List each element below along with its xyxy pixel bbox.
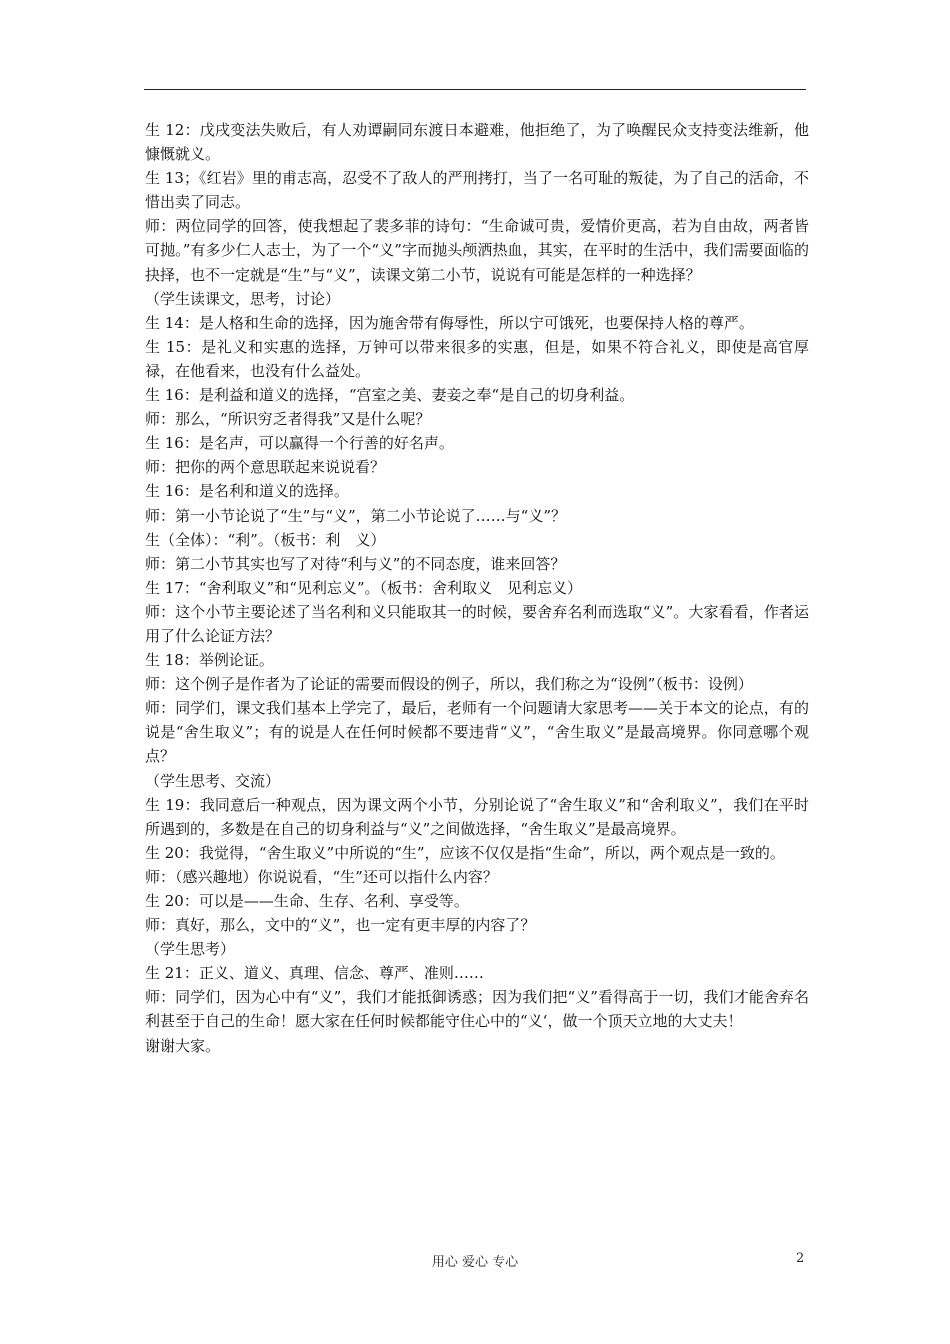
footer-motto: 用心 爱心 专心 — [431, 1255, 519, 1270]
paragraph: 师：真好，那么，文中的“义”，也一定有更丰厚的内容了？ — [145, 916, 536, 935]
paragraph: 生 13；《红岩》里的甫志高，忍受不了敌人的严刑拷打，当了一名可耻的叛徒，为了自己的活命，不惜出卖了同志。 — [145, 169, 809, 212]
paragraph: 生 18：举例论证。 — [145, 651, 274, 670]
paragraph: 师：同学们，因为心中有“义”，我们才能抵御诱惑；因为我们把“义”看得高于一切，我们才能舍弃名利甚至于自己的生命！愿大家在任何时候都能守住心中的“义‘，做一个顶天立地的大丈夫！ — [145, 988, 809, 1031]
paragraph: 生 15：是礼义和实惠的选择，万钟可以带来很多的实惠，但是，如果不符合礼义，即使是高官厚禄，在他看来，也没有什么益处。 — [145, 337, 809, 380]
paragraph: 师：第二小节其实也写了对待“利与义”的不同态度，谁来回答？ — [145, 554, 566, 573]
paragraph: 师：两位同学的回答，使我想起了裴多菲的诗句：“生命诚可贵，爱情价更高，若为自由故，两者皆可抛。”有多少仁人志士，为了一个“义”字而抛头颅洒热血，其实，在平时的生活中，我们需要面临的抉择，也不一定就是“生”与“义”，读课文第二小节，说说有可能是怎样的一种选择？ — [145, 217, 809, 284]
header-rule — [144, 89, 806, 90]
paragraph: 生（全体）：“利”。（板书：利 义） — [145, 530, 386, 549]
lesson-transcript — [145, 118, 809, 1058]
paragraph: 师：这个例子是作者为了论证的需要而假设的例子，所以，我们称之为“设例”（板书：设例） — [145, 675, 753, 694]
paragraph: 师：（感兴趣地）你说说看，“生”还可以指什么内容？ — [145, 867, 498, 886]
paragraph: （学生思考、交流） — [145, 771, 281, 790]
page-footer — [0, 1251, 950, 1271]
paragraph: 生 19：我同意后一种观点，因为课文两个小节，分别论说了“舍生取义”和“舍利取义”，我们在平时所遇到的，多数是在自己的切身利益与“义”之间做选择，“舍生取义”是最高境界。 — [145, 795, 809, 838]
paragraph: 生 20：我觉得，“舍生取义”中所说的“生”，应该不仅仅是指“生命”，所以，两个观点是一致的。 — [145, 843, 785, 862]
paragraph: 生 20：可以是——生命、生存、名利、享受等。 — [145, 892, 469, 910]
paragraph: 生 14：是人格和生命的选择，因为施舍带有侮辱性，所以宁可饿死，也要保持人格的尊严。 — [145, 313, 754, 332]
paragraph: 生 16：是名声，可以赢得一个行善的好名声。 — [145, 434, 454, 453]
paragraph: 生 17：“舍利取义”和“见利忘义”。（板书：舍利取义 见利忘义） — [145, 578, 583, 597]
paragraph: 生 16：是利益和道义的选择，“宫室之美、妻妾之奉“是自己的切身利益。 — [145, 386, 635, 405]
paragraph: 生 21：正义、道义、真理、信念、尊严、准则…… — [145, 964, 484, 983]
paragraph: 谢谢大家。 — [145, 1036, 221, 1055]
paragraph: （学生读课文，思考，讨论） — [145, 289, 341, 308]
paragraph: 生 16：是名利和道义的选择。 — [145, 482, 349, 501]
paragraph: 师：同学们，课文我们基本上学完了，最后，老师有一个问题请大家思考——关于本文的论点，有的说是“舍生取义”；有的说是人在任何时候都不要违背“义”，“舍生取义”是最高境界。你同意哪个观点？ — [145, 699, 809, 766]
paragraph: 生 12：戊戌变法失败后，有人劝谭嗣同东渡日本避难，他拒绝了，为了唤醒民众支持变法维新，他慷慨就义。 — [145, 121, 809, 164]
page-number: 2 — [796, 1251, 805, 1266]
paragraph: 师：第一小节论说了“生”与“义”，第二小节论说了……与“义”？ — [145, 506, 567, 525]
paragraph: 师：这个小节主要论述了当名利和义只能取其一的时候，要舍弃名利而选取“义”。大家看看，作者运用了什么论证方法？ — [145, 602, 809, 645]
paragraph: （学生思考） — [145, 940, 236, 959]
paragraph: 师：那么，“所识穷乏者得我”又是什么呢？ — [145, 410, 431, 429]
paragraph: 师：把你的两个意思联起来说说看？ — [145, 458, 386, 477]
